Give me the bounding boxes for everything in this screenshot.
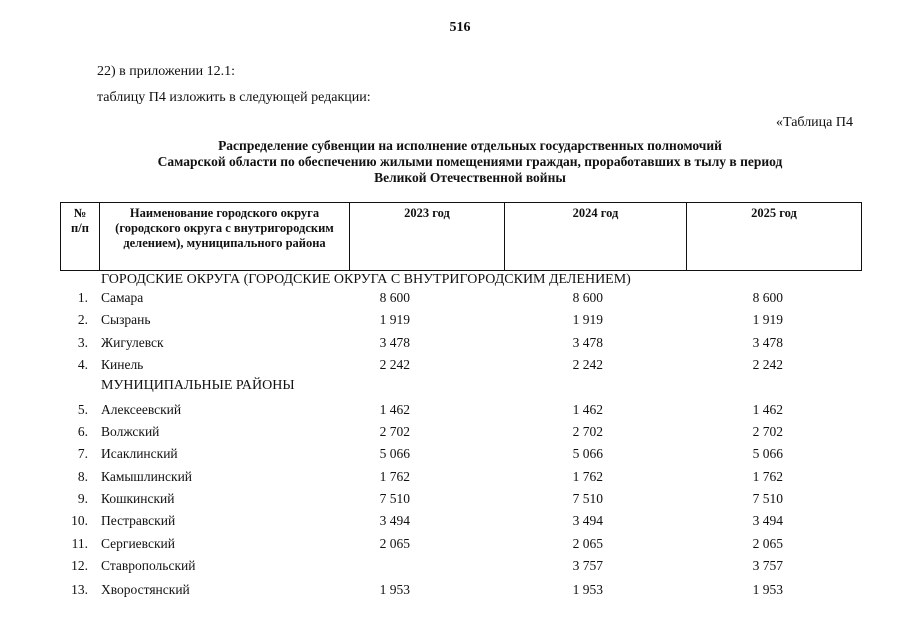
page-number: 516 — [449, 20, 471, 35]
row-2024: 5 066 — [572, 446, 603, 461]
row-num: 2. — [77, 312, 88, 327]
row-2023: 1 762 — [379, 469, 410, 484]
table-header — [60, 202, 862, 271]
row-2025: 2 242 — [752, 357, 783, 372]
header-num: № п/п — [61, 203, 100, 271]
row-name: Сызрань — [101, 312, 151, 327]
row-2025: 2 065 — [752, 536, 783, 551]
row-2025: 3 494 — [752, 513, 783, 528]
section-title-urban: ГОРОДСКИЕ ОКРУГА (ГОРОДСКИЕ ОКРУГА С ВНУТРИГОРОДСКИМ ДЕЛЕНИЕМ) — [101, 272, 631, 287]
row-2023: 3 478 — [379, 335, 410, 350]
row-name: Кинель — [101, 357, 144, 372]
row-2025: 5 066 — [752, 446, 783, 461]
row-2023: 2 242 — [379, 357, 410, 372]
table-row — [0, 558, 905, 580]
row-name: Кошкинский — [101, 491, 175, 506]
intro-line-1: 22) в приложении 12.1: — [97, 64, 235, 79]
table-row — [0, 582, 905, 604]
row-name: Жигулевск — [101, 335, 164, 350]
row-2025: 7 510 — [752, 491, 783, 506]
table-title — [90, 138, 850, 186]
row-num: 5. — [77, 402, 88, 417]
row-num: 4. — [77, 357, 88, 372]
row-name: Волжский — [101, 424, 160, 439]
row-2024: 7 510 — [572, 491, 603, 506]
row-name: Сергиевский — [101, 536, 175, 551]
row-2025: 2 702 — [752, 424, 783, 439]
row-num: 9. — [77, 491, 88, 506]
row-2024: 3 478 — [572, 335, 603, 350]
row-2024: 3 494 — [572, 513, 603, 528]
header-2024: 2024 год — [505, 203, 687, 271]
table-row — [0, 469, 905, 491]
row-2024: 2 702 — [572, 424, 603, 439]
row-name: Самара — [101, 290, 144, 305]
table-title-line-1: Распределение субвенции на исполнение отдельных государственных полномочий — [218, 138, 722, 153]
table-row — [0, 402, 905, 424]
table-row — [0, 357, 905, 379]
intro-line-2: таблицу П4 изложить в следующей редакции: — [97, 90, 371, 105]
row-2025: 3 478 — [752, 335, 783, 350]
table-row — [0, 513, 905, 535]
row-2023: 3 494 — [379, 513, 410, 528]
row-num: 12. — [71, 558, 88, 573]
table-row — [0, 536, 905, 558]
row-name: Алексеевский — [101, 402, 182, 417]
row-2024: 2 242 — [572, 357, 603, 372]
row-name: Пестравский — [101, 513, 176, 528]
row-2023: 2 065 — [379, 536, 410, 551]
row-2023: 8 600 — [379, 290, 410, 305]
row-2023: 1 462 — [379, 402, 410, 417]
table-row — [0, 335, 905, 357]
header-2023: 2023 год — [350, 203, 505, 271]
row-num: 8. — [77, 469, 88, 484]
row-2023: 5 066 — [379, 446, 410, 461]
table-title-line-3: Великой Отечественной войны — [374, 170, 566, 185]
row-num: 11. — [71, 536, 88, 551]
table-row — [0, 424, 905, 446]
row-2024: 1 462 — [572, 402, 603, 417]
row-num: 13. — [71, 582, 88, 597]
row-2024: 8 600 — [572, 290, 603, 305]
table-title-line-2: Самарской области по обеспечению жилыми помещениями граждан, проработавших в тылу в период — [157, 154, 783, 169]
table-row — [0, 290, 905, 312]
row-2025: 1 919 — [752, 312, 783, 327]
section-title-municipal: МУНИЦИПАЛЬНЫЕ РАЙОНЫ — [101, 378, 295, 393]
table-row — [0, 312, 905, 334]
header-name: Наименование городского округа (городского округа с внутригородским делением), муниципального района — [100, 203, 350, 271]
row-2024: 1 953 — [572, 582, 603, 597]
header-2025: 2025 год — [687, 203, 862, 271]
row-name: Камышлинский — [101, 469, 193, 484]
row-num: 1. — [77, 290, 88, 305]
row-2025: 1 953 — [752, 582, 783, 597]
row-num: 10. — [71, 513, 88, 528]
row-2025: 8 600 — [752, 290, 783, 305]
row-name: Хворостянский — [101, 582, 190, 597]
row-2023: 7 510 — [379, 491, 410, 506]
row-2023: 1 953 — [379, 582, 410, 597]
row-2025: 3 757 — [752, 558, 783, 573]
row-num: 6. — [77, 424, 88, 439]
row-2025: 1 762 — [752, 469, 783, 484]
table-row — [0, 446, 905, 468]
row-2024: 3 757 — [572, 558, 603, 573]
row-2023: 2 702 — [379, 424, 410, 439]
row-num: 7. — [77, 446, 88, 461]
row-num: 3. — [77, 335, 88, 350]
row-2025: 1 462 — [752, 402, 783, 417]
row-2024: 1 919 — [572, 312, 603, 327]
row-name: Ставропольский — [101, 558, 196, 573]
row-2023: 1 919 — [379, 312, 410, 327]
row-name: Исаклинский — [101, 446, 178, 461]
table-row — [0, 491, 905, 513]
row-2024: 2 065 — [572, 536, 603, 551]
table-label: «Таблица П4 — [776, 115, 853, 130]
row-2024: 1 762 — [572, 469, 603, 484]
